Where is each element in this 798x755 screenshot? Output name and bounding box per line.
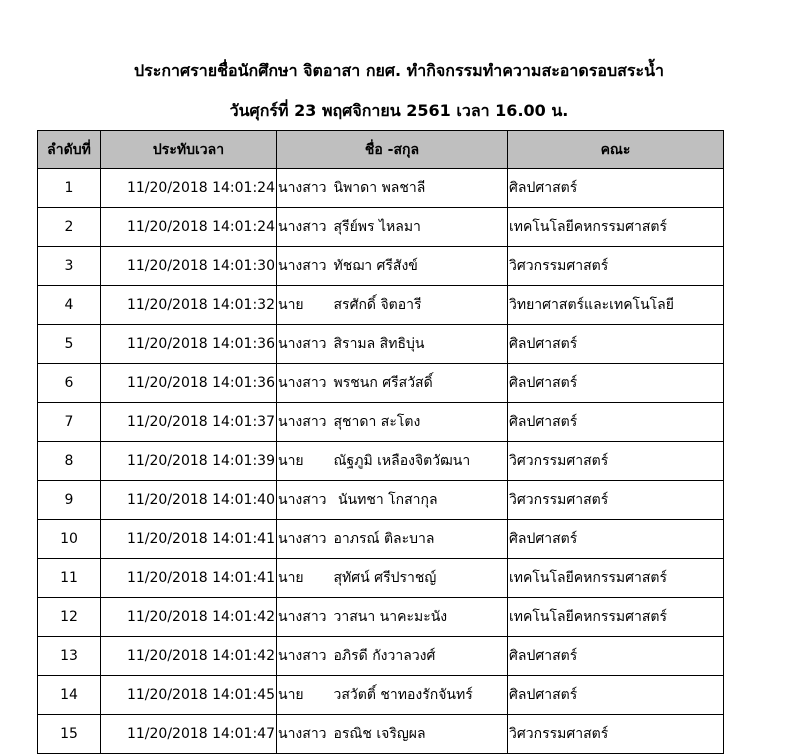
row-faculty: ศิลปศาสตร์ [508, 169, 724, 208]
row-number: 15 [38, 715, 101, 754]
row-name: สิรามล สิทธิบุ่น [333, 325, 508, 364]
row-timestamp: 11/20/2018 14:01:30 [101, 247, 277, 286]
table-row [38, 208, 724, 247]
row-timestamp: 11/20/2018 14:01:37 [101, 403, 277, 442]
row-name-title: นางสาว [277, 208, 333, 247]
table-row [38, 598, 724, 637]
row-faculty: ศิลปศาสตร์ [508, 676, 724, 715]
row-timestamp: 11/20/2018 14:01:36 [101, 364, 277, 403]
header-no: ลำดับที่ [38, 131, 101, 169]
row-faculty: ศิลปศาสตร์ [508, 637, 724, 676]
row-name: สุรีย์พร ไหลมา [333, 208, 508, 247]
row-number: 13 [38, 637, 101, 676]
row-name: อภิรดี กังวาลวงศ์ [333, 637, 508, 676]
row-name-title: นาย [277, 676, 333, 715]
row-number: 5 [38, 325, 101, 364]
row-name-title: นางสาว [277, 598, 333, 637]
row-timestamp: 11/20/2018 14:01:39 [101, 442, 277, 481]
table-row [38, 169, 724, 208]
row-number: 12 [38, 598, 101, 637]
table-row [38, 286, 724, 325]
row-number: 1 [38, 169, 101, 208]
table-row [38, 520, 724, 559]
header-timestamp: ประทับเวลา [101, 131, 277, 169]
document-title: ประกาศรายชื่อนักศึกษา จิตอาสา กยศ. ทำกิจกรรมทำความสะอาดรอบสระน้ำ [133, 61, 665, 80]
row-faculty: วิทยาศาสตร์และเทคโนโลยี [508, 286, 724, 325]
row-faculty: วิศวกรรมศาสตร์ [508, 715, 724, 754]
row-timestamp: 11/20/2018 14:01:47 [101, 715, 277, 754]
table-row [38, 481, 724, 520]
row-name: วสวัตติ์ ชาทองรักจันทร์ [333, 676, 508, 715]
row-timestamp: 11/20/2018 14:01:45 [101, 676, 277, 715]
row-number: 7 [38, 403, 101, 442]
row-name: สุทัศน์ ศรีปราชญ์ [333, 559, 508, 598]
table-row [38, 325, 724, 364]
row-name: พรชนก ศรีสวัสดิ์ [333, 364, 508, 403]
table-row [38, 559, 724, 598]
row-timestamp: 11/20/2018 14:01:24 [101, 169, 277, 208]
row-faculty: วิศวกรรมศาสตร์ [508, 247, 724, 286]
row-name-title: นาย [277, 286, 333, 325]
row-number: 2 [38, 208, 101, 247]
row-faculty: ศิลปศาสตร์ [508, 520, 724, 559]
row-number: 3 [38, 247, 101, 286]
table-row [38, 442, 724, 481]
row-name-title: นางสาว [277, 364, 333, 403]
row-number: 6 [38, 364, 101, 403]
row-faculty: ศิลปศาสตร์ [508, 325, 724, 364]
row-number: 9 [38, 481, 101, 520]
table-row [38, 676, 724, 715]
row-name: วาสนา นาคะมะนัง [333, 598, 508, 637]
row-name-title: นางสาว [277, 520, 333, 559]
table-row [38, 364, 724, 403]
row-name: อาภรณ์ ติละบาล [333, 520, 508, 559]
table-row [38, 715, 724, 754]
row-faculty: เทคโนโลยีคหกรรมศาสตร์ [508, 598, 724, 637]
row-number: 14 [38, 676, 101, 715]
row-name: ทัชฌา ศรีสังข์ [333, 247, 508, 286]
row-timestamp: 11/20/2018 14:01:24 [101, 208, 277, 247]
row-name-title: นางสาว [277, 481, 333, 520]
table-row [38, 247, 724, 286]
row-name-title: นาย [277, 442, 333, 481]
row-name-title: นางสาว [277, 325, 333, 364]
row-name: นันทชา โกสากุล [333, 481, 508, 520]
table-header-row [38, 131, 724, 169]
row-number: 10 [38, 520, 101, 559]
row-name-title: นางสาว [277, 637, 333, 676]
row-timestamp: 11/20/2018 14:01:42 [101, 637, 277, 676]
row-timestamp: 11/20/2018 14:01:41 [101, 520, 277, 559]
row-name-title: นางสาว [277, 169, 333, 208]
row-name-title: นาย [277, 559, 333, 598]
row-name: สรศักดิ์ จิตอารี [333, 286, 508, 325]
row-faculty: วิศวกรรมศาสตร์ [508, 481, 724, 520]
table-row [38, 403, 724, 442]
row-name: ณัฐภูมิ เหลืองจิตวัฒนา [333, 442, 508, 481]
row-name-title: นางสาว [277, 403, 333, 442]
table-row [38, 637, 724, 676]
row-name: อรณิช เจริญผล [333, 715, 508, 754]
row-timestamp: 11/20/2018 14:01:42 [101, 598, 277, 637]
row-faculty: เทคโนโลยีคหกรรมศาสตร์ [508, 559, 724, 598]
header-name: ชื่อ -สกุล [277, 131, 508, 169]
document-subtitle-date: วันศุกร์ที่ 23 พฤศจิกายน 2561 เวลา 16.00 น. [229, 101, 569, 120]
row-number: 4 [38, 286, 101, 325]
row-name: สุชาดา สะโตง [333, 403, 508, 442]
header-faculty: คณะ [508, 131, 724, 169]
row-faculty: วิศวกรรมศาสตร์ [508, 442, 724, 481]
row-number: 11 [38, 559, 101, 598]
row-timestamp: 11/20/2018 14:01:32 [101, 286, 277, 325]
row-faculty: ศิลปศาสตร์ [508, 403, 724, 442]
row-name-title: นางสาว [277, 247, 333, 286]
volunteer-table [37, 130, 724, 754]
row-faculty: ศิลปศาสตร์ [508, 364, 724, 403]
row-name-title: นางสาว [277, 715, 333, 754]
row-timestamp: 11/20/2018 14:01:40 [101, 481, 277, 520]
row-timestamp: 11/20/2018 14:01:41 [101, 559, 277, 598]
row-number: 8 [38, 442, 101, 481]
row-timestamp: 11/20/2018 14:01:36 [101, 325, 277, 364]
row-name: นิพาดา พลชาลี [333, 169, 508, 208]
row-faculty: เทคโนโลยีคหกรรมศาสตร์ [508, 208, 724, 247]
